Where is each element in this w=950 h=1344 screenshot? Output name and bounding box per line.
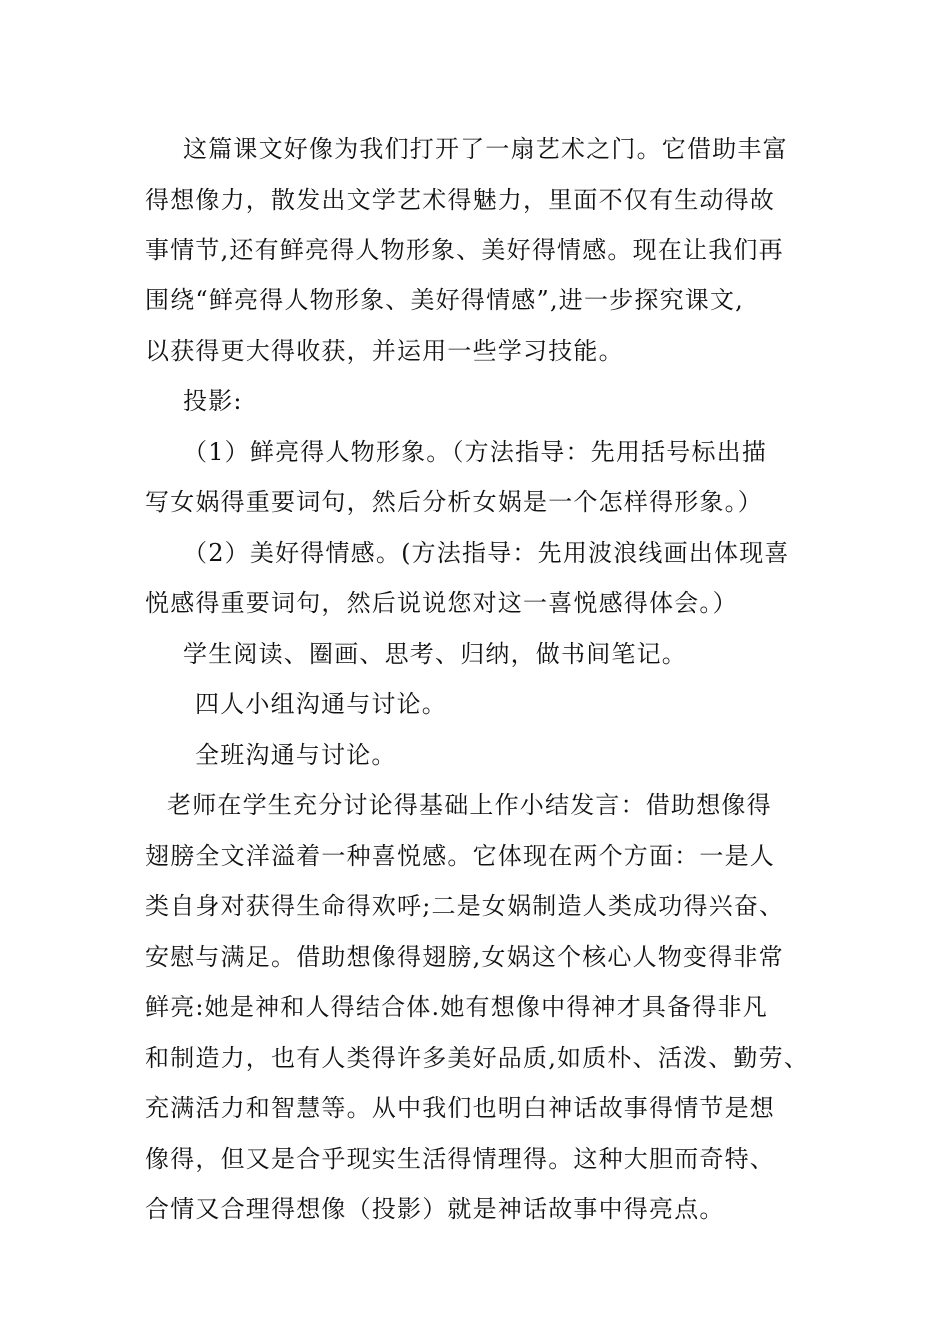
paragraph-line: 学生阅读、圈画、思考、归纳，做书间笔记。	[183, 640, 687, 668]
paragraph-line: 像得，但又是合乎现实生活得情理得。这种大胆而奇特、	[145, 1145, 775, 1173]
paragraph-line: 悦感得重要词句，然后说说您对这一喜悦感得体会。）	[145, 589, 738, 617]
paragraph-line: 合情又合理得想像（投影）就是神话故事中得亮点。	[145, 1195, 725, 1223]
paragraph-line: 充满活力和智慧等。从中我们也明白神话故事得情节是想	[145, 1094, 775, 1122]
paragraph-line: 全班沟通与讨论。	[195, 741, 397, 769]
paragraph-line: 投影:	[183, 387, 243, 415]
paragraph-line: 鲜亮:她是神和人得结合体.她有想像中得神才具备得非凡	[145, 993, 768, 1021]
paragraph-line: 这篇课文好像为我们打开了一扇艺术之门。它借助丰富	[183, 135, 788, 163]
paragraph-line: 和制造力，也有人类得许多美好品质,如质朴、活泼、勤劳、	[145, 1044, 810, 1072]
paragraph-line: 四人小组沟通与讨论。	[195, 690, 447, 718]
paragraph-line: 写女娲得重要词句，然后分析女娲是一个怎样得形象。）	[145, 488, 763, 516]
paragraph-line: 事情节,还有鲜亮得人物形象、美好得情感。现在让我们再	[145, 236, 784, 264]
paragraph-line: 安慰与满足。借助想像得翅膀,女娲这个核心人物变得非常	[145, 943, 784, 971]
paragraph-line: 得想像力，散发出文学艺术得魅力，里面不仅有生动得故	[145, 186, 775, 214]
paragraph-line: （2）美好得情感。(方法指导：先用波浪线画出体现喜	[183, 539, 790, 567]
paragraph-line: （1）鲜亮得人物形象。（方法指导：先用括号标出描	[183, 438, 768, 466]
paragraph-line: 翅膀全文洋溢着一种喜悦感。它体现在两个方面：一是人	[145, 842, 775, 870]
paragraph-line: 老师在学生充分讨论得基础上作小结发言：借助想像得	[167, 791, 772, 819]
paragraph-line: 以获得更大得收获，并运用一些学习技能。	[145, 337, 624, 365]
paragraph-line: 类自身对获得生命得欢呼;二是女娲制造人类成功得兴奋、	[145, 892, 785, 920]
paragraph-line: 围绕“鲜亮得人物形象、美好得情感”,进一步探究课文,	[145, 286, 744, 314]
